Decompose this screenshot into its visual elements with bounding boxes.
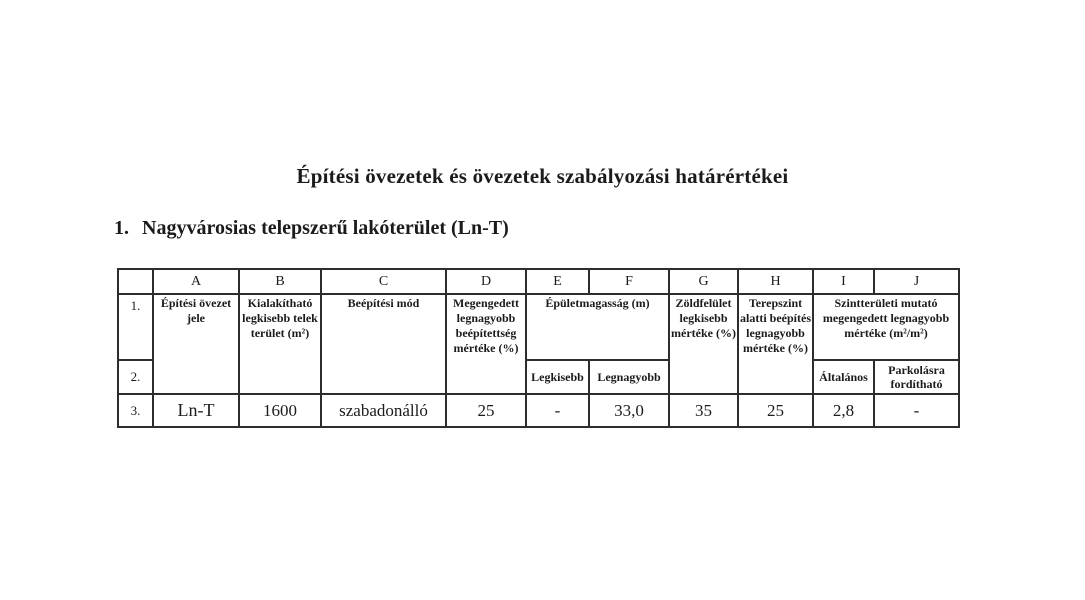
col-letter-h: H xyxy=(738,269,813,294)
header-beepitettseg: Megengedett legnagyobb beépítettség mértéke (%) xyxy=(446,294,526,394)
column-letter-row xyxy=(118,269,959,294)
header-ovezet-jele: Építési övezet jele xyxy=(153,294,239,394)
row-label-2: 2. xyxy=(118,360,153,394)
cell-ovezet-jele: Ln-T xyxy=(153,394,239,427)
header-altalanos: Általános xyxy=(813,360,874,394)
data-row xyxy=(118,394,959,427)
header-beepitesi-mod: Beépítési mód xyxy=(321,294,446,394)
section-number: 1. xyxy=(114,217,129,239)
col-letter-f: F xyxy=(589,269,669,294)
header-terepszint: Terepszint alatti beépítés legnagyobb mértéke (%) xyxy=(738,294,813,394)
cell-szintterulet-altalanos: 2,8 xyxy=(813,394,874,427)
cell-beepitettseg: 25 xyxy=(446,394,526,427)
cell-beepitesi-mod: szabadonálló xyxy=(321,394,446,427)
col-letter-a: A xyxy=(153,269,239,294)
section-title: Nagyvárosias telepszerű lakóterület (Ln-T) xyxy=(142,217,509,239)
col-letter-g: G xyxy=(669,269,738,294)
header-row-1 xyxy=(118,294,959,360)
row-label-1: 1. xyxy=(118,294,153,360)
col-letter-b: B xyxy=(239,269,321,294)
col-letter-d: D xyxy=(446,269,526,294)
col-letter-i: I xyxy=(813,269,874,294)
regulation-table-container xyxy=(117,268,960,428)
cell-terepszint: 25 xyxy=(738,394,813,427)
header-legnagyobb: Legnagyobb xyxy=(589,360,669,394)
regulation-table xyxy=(117,268,960,428)
cell-magassag-legnagyobb: 33,0 xyxy=(589,394,669,427)
section-heading xyxy=(114,217,509,240)
header-parkolasra: Parkolásra fordítható xyxy=(874,360,959,394)
col-letter-e: E xyxy=(526,269,589,294)
row-label-3: 3. xyxy=(118,394,153,427)
col-letter-j: J xyxy=(874,269,959,294)
col-letter-c: C xyxy=(321,269,446,294)
cell-szintterulet-parkolasra: - xyxy=(874,394,959,427)
cell-magassag-legkisebb: - xyxy=(526,394,589,427)
corner-cell xyxy=(118,269,153,294)
header-epuletmagassag: Épületmagasság (m) xyxy=(526,294,669,360)
page-title: Építési övezetek és övezetek szabályozási határértékei xyxy=(296,164,789,188)
header-szintterulet: Szintterületi mutató megengedett legnagyobb mértéke (m²/m²) xyxy=(813,294,959,360)
header-telek-terulet: Kialakítható legkisebb telek terület (m²) xyxy=(239,294,321,394)
header-legkisebb: Legkisebb xyxy=(526,360,589,394)
header-zoldfelulet: Zöldfelület legkisebb mértéke (%) xyxy=(669,294,738,394)
cell-telek-terulet: 1600 xyxy=(239,394,321,427)
cell-zoldfelulet: 35 xyxy=(669,394,738,427)
